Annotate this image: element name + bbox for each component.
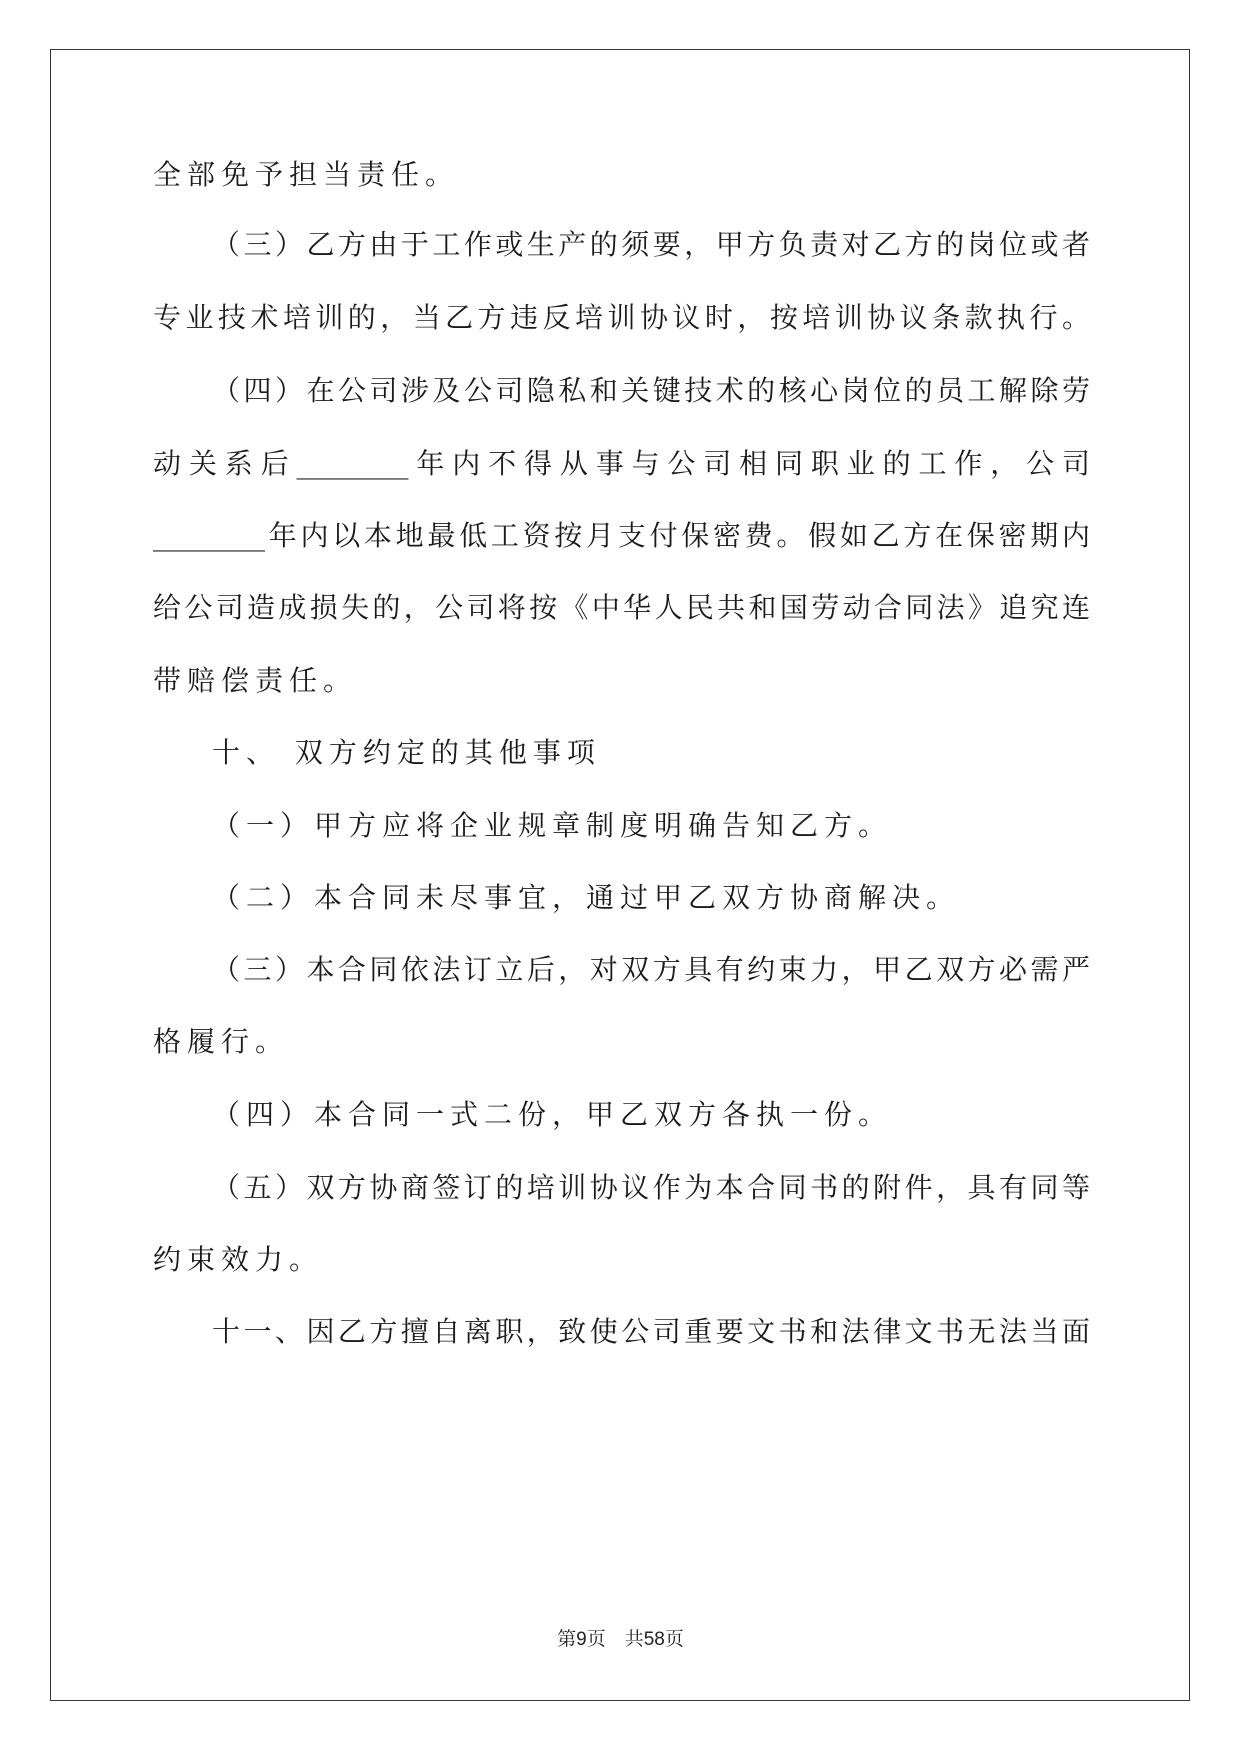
total-pages: 58 [643, 1629, 665, 1650]
page-number: 9 [576, 1629, 587, 1650]
text-line: 全部免予担当责任。 [153, 158, 460, 191]
section-heading: 十一、因乙方擅自离职，致使公司重要文书和法律文书无法当面 [212, 1315, 1090, 1348]
text-line: 格履行。 [153, 1025, 290, 1058]
text-line: 给公司造成损失的，公司将按《中华人民共和国劳动合同法》追究连 [153, 591, 1090, 624]
text-line: （二）本合同未尽事宜，通过甲乙双方协商解决。 [212, 881, 961, 914]
text-line: （四）在公司涉及公司隐私和关键技术的核心岗位的员工解除劳 [212, 374, 1090, 407]
text-line: （一）甲方应将企业规章制度明确告知乙方。 [212, 809, 893, 842]
text-line: 动关系后________年内不得从事与公司相同职业的工作，公司 [153, 447, 1090, 480]
footer-page-suffix: 页 [586, 1629, 606, 1650]
section-heading: 十、 双方约定的其他事项 [212, 736, 601, 769]
page-footer [0, 1627, 1241, 1653]
footer-prefix: 第 [557, 1629, 577, 1650]
page-frame [50, 49, 1190, 1701]
text-line: 专业技术培训的，当乙方违反培训协议时，按培训协议条款执行。 [153, 301, 1090, 334]
text-line: （三）本合同依法订立后，对双方具有约束力，甲乙双方必需严 [212, 953, 1090, 986]
text-line: ________年内以本地最低工资按月支付保密费。假如乙方在保密期内 [153, 519, 1090, 552]
text-line: （三）乙方由于工作或生产的须要，甲方负责对乙方的岗位或者 [212, 228, 1090, 261]
footer-total-suffix: 页 [664, 1629, 684, 1650]
text-line: 约束效力。 [153, 1243, 324, 1276]
footer-total-prefix: 共 [624, 1629, 644, 1650]
text-line: （四）本合同一式二份，甲乙双方各执一份。 [212, 1098, 893, 1131]
text-line: （五）双方协商签订的培训协议作为本合同书的附件，具有同等 [212, 1171, 1090, 1204]
text-line: 带赔偿责任。 [153, 664, 358, 697]
